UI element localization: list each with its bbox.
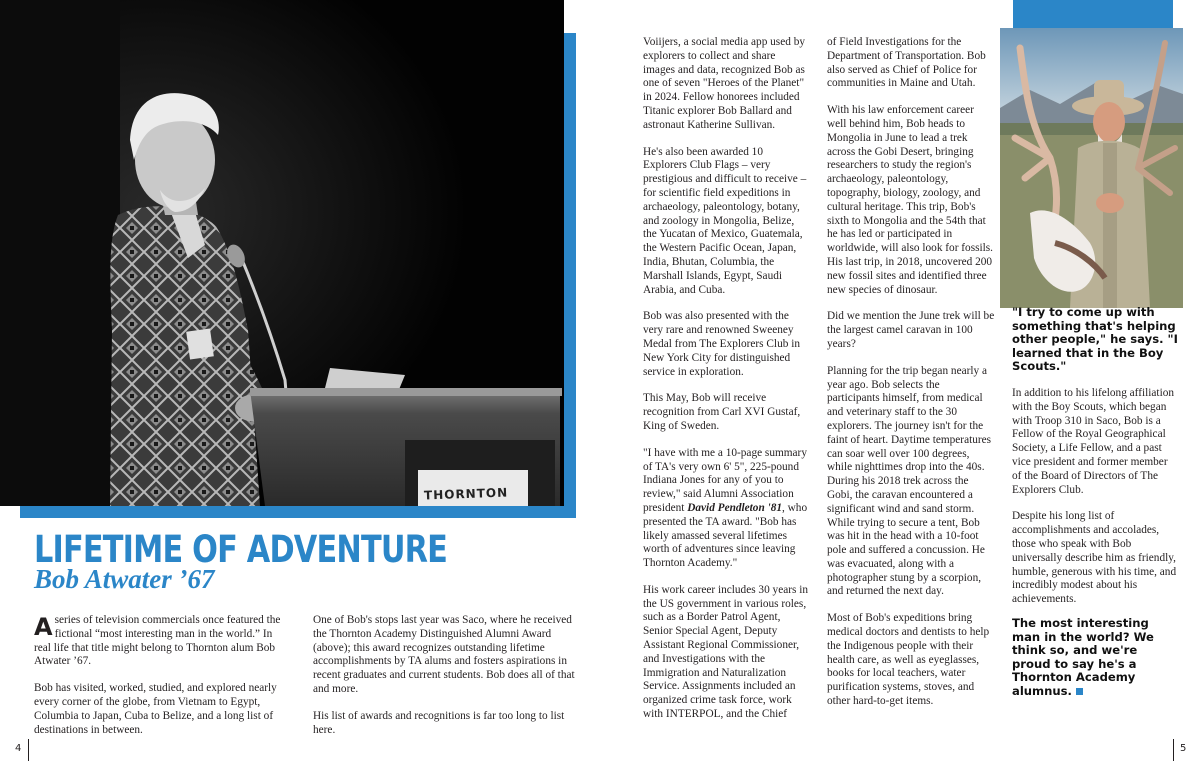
- body-paragraph: Despite his long list of accomplishments and accolades, those who speak with Bob universally describe him as friendly, humble, generous with his time, and incredibly modest about his achievements.: [1012, 510, 1177, 606]
- explorer-with-antlers-photo: [1000, 28, 1183, 308]
- accent-block-right-photo: [1013, 0, 1173, 30]
- president-name: David Pendleton '81: [687, 501, 782, 514]
- page-number-right: 5: [1180, 743, 1187, 754]
- body-paragraph: In addition to his lifelong affiliation with the Boy Scouts, which began with Troop 310 in Saco, Bob is a Fellow of the Royal Geographical Society, a Life Fellow, and a past vice president and former member of the Board of Directors of The Explorers Club.: [1012, 387, 1175, 496]
- body-paragraph: He's also been awarded 10 Explorers Club Flags – very prestigious and difficult to receive – for scientific field expeditions in archaeology, paleontology, botany, and zoology in Mongolia, Belize, the Yucatan of Mexico, Guatemala, the Western Pacific Ocean, Japan, India, Bhutan, Columbia, the Marshall Islands, Egypt, Saudi Arabia, and Cuba.: [643, 145, 807, 296]
- article-column-2: [313, 614, 575, 750]
- article-column-4: [827, 36, 995, 722]
- closing-text: The most interesting man in the world? We think so, and we're proud to say he's a Thornton Academy alumnus.: [1012, 616, 1154, 698]
- pull-quote: "I try to come up with something that's helping other people," he says. "I learned that in the Boy Scouts.": [1012, 305, 1178, 373]
- speaker-at-podium-photo: [0, 0, 564, 506]
- page-number-left: 4: [15, 743, 22, 754]
- quote-text-end: , who presented the TA award. "Bob has likely amassed several lifetimes worth of adventures since leaving Thornton Academy.": [643, 501, 808, 570]
- body-paragraph: Most of Bob's expeditions bring medical doctors and dentists to help the Indigenous people with their health care, as well as eyeglasses, books for local teachers, water purification systems, stoves, and other hard-to-get items.: [827, 612, 990, 708]
- body-paragraph: Bob was also presented with the very rare and renowned Sweeney Medal from The Explorers Club in New York City for distinguished service in exploration.: [643, 310, 800, 378]
- body-paragraph: of Field Investigations for the Department of Transportation. Bob also served as Chief of Police for communities in Maine and Utah.: [827, 36, 986, 90]
- body-paragraph: His work career includes 30 years in the US government in various roles, such as a Border Patrol Agent, Senior Special Agent, Deputy Assistant Regional Commissioner, and Investigations with the Immigration and Naturalization Service. Assignments included an organized crime task force, work with INTERPOL, and the Chief: [643, 583, 809, 721]
- article-subtitle: Bob Atwater ’67: [34, 564, 215, 594]
- closing-statement: [1012, 617, 1176, 698]
- page-number-rule-left: [28, 739, 29, 761]
- intro-text: series of television commercials once featured the fictional “most interesting man in the world.” In real life that title might belong to Thornton alum Bob Atwater ’67.: [34, 614, 281, 668]
- quote-text-start: "I have with me a 10-page summary of TA's very own 6' 5", 225-pound Indiana Jones for any of you to review," said Alumni Association president: [643, 446, 807, 514]
- body-paragraph: His list of awards and recognitions is far too long to list here.: [313, 709, 565, 736]
- end-mark-icon: [1076, 688, 1083, 695]
- body-paragraph: With his law enforcement career well behind him, Bob heads to Mongolia in June to lead a trek across the Gobi Desert, bringing researchers to study the region's archaeology, paleontology, topography, biology, zoology, and cultural heritage. This trip, Bob's sixth to Mongolia and the 54th that he has led or participated in worldwide, will also look for fossils. His last trip, in 2018, uncovered 200 new fossil sites and identified three new species of dinosaur.: [827, 104, 993, 296]
- drop-cap: A: [34, 613, 53, 641]
- body-paragraph: Did we mention the June trek will be the largest camel caravan in 100 years?: [827, 310, 995, 350]
- body-paragraph: One of Bob's stops last year was Saco, where he received the Thornton Academy Distinguished Alumni Award (above); this award recognizes outstanding lifetime accomplishments by TA alums and fosters aspirations in recent graduates and current students. Bob does all of that and more.: [313, 614, 575, 695]
- page-number-rule-right: [1173, 739, 1174, 761]
- article-column-5: [1012, 387, 1178, 620]
- quote-paragraph: [643, 447, 808, 571]
- body-paragraph: Planning for the trip began nearly a year ago. Bob selects the participants himself, from medical and veterinary staff to the 30 explorers. The journey isn't for the faint of heart. Daytime temperatures can soar well over 100 degrees, while nighttimes drop into the 40s. During his 2018 trek across the Gobi, the caravan encountered a significant wind and sand storm. While trying to secure a tent, Bob was hit in the head with a 10-foot pole and suffered a concussion. He was evacuated, along with a photographer stung by a scorpion, and returned the next day.: [827, 364, 992, 598]
- body-paragraph: Voiijers, a social media app used by explorers to collect and share images and data, recognized Bob as one of seven "Heroes of the Planet" in 2024. Fellow honorees included Titanic explorer Bob Ballard and astronaut Katherine Sullivan.: [643, 36, 805, 131]
- article-column-1: [34, 614, 286, 750]
- intro-paragraph: [34, 614, 286, 669]
- body-paragraph: This May, Bob will receive recognition from Carl XVI Gustaf, King of Sweden.: [643, 392, 801, 432]
- podium-sign-text: THORNTON: [423, 485, 509, 503]
- body-paragraph: Bob has visited, worked, studied, and explored nearly every corner of the globe, from Vietnam to Egypt, Columbia to Japan, Cuba to Belize, and a long list of destinations in between.: [34, 682, 277, 736]
- article-title: LIFETIME OF ADVENTURE: [34, 528, 448, 571]
- article-column-3: [643, 36, 808, 735]
